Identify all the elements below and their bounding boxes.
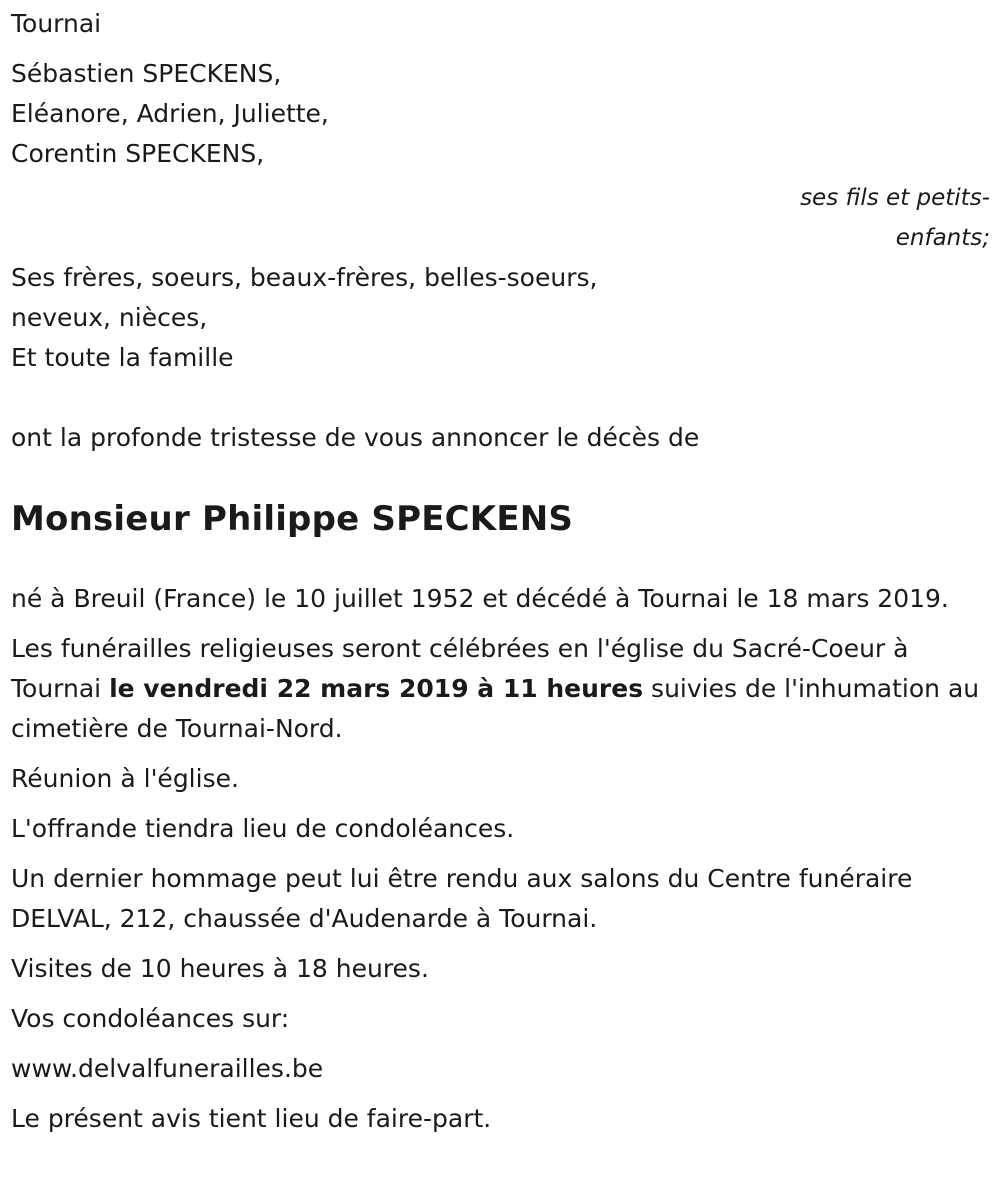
- tribute-text: Un dernier hommage peut lui être rendu aux salons du Centre funéraire DELVAL, 212, chaussée d'Audenarde à Tournai.: [11, 864, 913, 933]
- children-line: Sébastien SPECKENS,: [11, 59, 282, 88]
- meeting-text: Réunion à l'église.: [11, 764, 239, 793]
- announcement-text: ont la profonde tristesse de vous annoncer le décès de: [11, 423, 700, 452]
- children-line: Eléanore, Adrien, Juliette,: [11, 99, 329, 128]
- funeral-details: [11, 629, 990, 749]
- children-line: Corentin SPECKENS,: [11, 139, 265, 168]
- funeral-text-before: Les funérailles religieuses seront célébrées en l'église du Sacré-Coeur à Tournai: [11, 634, 909, 703]
- deceased-name: Monsieur Philippe SPECKENS: [11, 499, 574, 539]
- family-line: Et toute la famille: [11, 343, 234, 372]
- funeral-date-time: le vendredi 22 mars 2019 à 11 heures: [109, 674, 644, 703]
- family-line: Ses frères, soeurs, beaux-frères, belles-soeurs,: [11, 263, 598, 292]
- extended-family-list: [11, 258, 990, 378]
- children-list: [11, 54, 990, 174]
- offering-text: L'offrande tiendra lieu de condoléances.: [11, 814, 515, 843]
- children-relation-line: ses fils et petits-: [800, 185, 990, 211]
- city-heading: Tournai: [11, 9, 102, 38]
- children-relation: [771, 178, 990, 258]
- website-link[interactable]: www.delvalfunerailles.be: [11, 1054, 324, 1083]
- funeral-text-after: suivies de l'inhumation au cimetière de Tournai-Nord.: [11, 674, 980, 743]
- family-line: neveux, nièces,: [11, 303, 208, 332]
- closing-text: Le présent avis tient lieu de faire-part.: [11, 1104, 492, 1133]
- birth-death-text: né à Breuil (France) le 10 juillet 1952 et décédé à Tournai le 18 mars 2019.: [11, 584, 949, 613]
- children-relation-line: enfants;: [895, 225, 990, 251]
- condolences-label: Vos condoléances sur:: [11, 1004, 290, 1033]
- visits-text: Visites de 10 heures à 18 heures.: [11, 954, 429, 983]
